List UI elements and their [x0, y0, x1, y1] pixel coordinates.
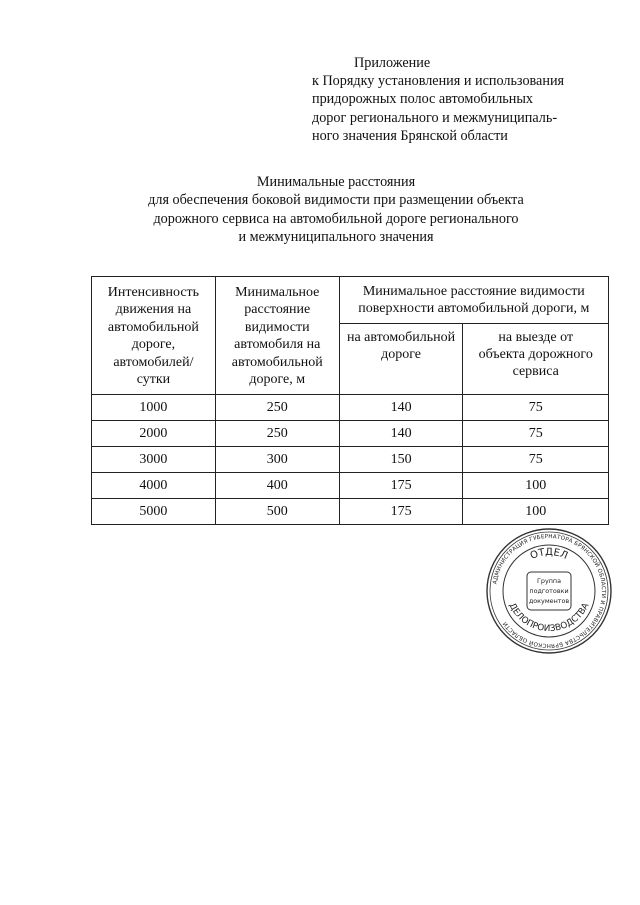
header-line: автомобильной: [231, 354, 323, 370]
cell-vehicle-distance: 500: [215, 499, 339, 525]
header-line: дороге: [381, 346, 422, 362]
header-line: Интенсивность: [107, 285, 200, 300]
table-row: [92, 395, 609, 421]
appendix-line: придорожных полос автомобильных: [312, 91, 533, 108]
table-row: [92, 447, 609, 473]
cell-intensity: 3000: [92, 447, 216, 473]
title-line: Минимальные расстояния: [256, 174, 416, 190]
header-at-exit: [463, 323, 609, 394]
cell-intensity: 2000: [92, 421, 216, 447]
cell-at-exit: 75: [463, 447, 609, 473]
document-title: [96, 173, 576, 247]
header-line: видимости: [244, 319, 310, 335]
cell-at-exit: 75: [463, 395, 609, 421]
office-stamp: [484, 526, 614, 656]
cell-at-exit: 75: [463, 421, 609, 447]
stamp-center-line: подготовки: [529, 587, 569, 595]
header-on-road: [339, 323, 463, 394]
header-line: расстояние: [244, 302, 311, 318]
cell-at-exit: 100: [463, 499, 609, 525]
cell-intensity: 4000: [92, 473, 216, 499]
title-line: и межмуниципального значения: [238, 229, 434, 246]
title-line: для обеспечения боковой видимости при размещении объекта: [148, 192, 524, 209]
stamp-outer-text: АДМИНИСТРАЦИЯ ГУБЕРНАТОРА БРЯНСКОЙ ОБЛАСТИ И ПРАВИТЕЛЬСТВА БРЯНСКОЙ ОБЛАСТИ: [492, 533, 607, 649]
stamp-center-line: документов: [528, 597, 570, 605]
cell-vehicle-distance: 250: [215, 421, 339, 447]
header-line: дороге, м: [249, 372, 306, 388]
header-intensity: [92, 277, 216, 395]
stamp-top-word: ОТДЕЛ: [528, 546, 570, 562]
table-row: [92, 473, 609, 499]
header-surface-visibility: [339, 277, 608, 324]
cell-at-exit: 100: [463, 473, 609, 499]
appendix-line: дорог регионального и межмуниципаль-: [312, 109, 558, 126]
header-line: автомобилей/: [113, 354, 194, 370]
cell-on-road: 175: [339, 473, 463, 499]
appendix-heading: Приложение: [354, 55, 431, 71]
header-line: объекта дорожного: [478, 346, 593, 362]
cell-on-road: 150: [339, 447, 463, 473]
header-line: автомобиля на: [234, 337, 321, 353]
cell-vehicle-distance: 250: [215, 395, 339, 421]
header-line: Минимальное: [235, 285, 320, 300]
table-row: [92, 499, 609, 525]
appendix-line: ного значения Брянской области: [312, 127, 508, 144]
header-line: на автомобильной: [346, 329, 456, 345]
cell-intensity: 1000: [92, 395, 216, 421]
table-row: [92, 421, 609, 447]
cell-on-road: 175: [339, 499, 463, 525]
header-line: автомобильной: [107, 319, 199, 335]
distance-table: [91, 276, 609, 525]
stamp-center-line: Группа: [536, 577, 562, 585]
stamp-bottom-word: ДЕЛОПРОИЗВОДСТВА: [506, 601, 592, 635]
header-line: Минимальное расстояние видимости: [362, 284, 585, 299]
title-line: дорожного сервиса на автомобильной дороге регионального: [153, 210, 519, 227]
header-line: на выезде от: [498, 329, 574, 345]
appendix-line: к Порядку установления и использования: [312, 73, 565, 90]
header-line: движения на: [115, 302, 192, 318]
header-line: поверхности автомобильной дороги, м: [358, 301, 590, 317]
cell-on-road: 140: [339, 421, 463, 447]
header-line: сервиса: [512, 364, 559, 380]
cell-on-road: 140: [339, 395, 463, 421]
cell-intensity: 5000: [92, 499, 216, 525]
appendix-block: [312, 54, 612, 145]
cell-vehicle-distance: 300: [215, 447, 339, 473]
header-vehicle-visibility: [215, 277, 339, 395]
cell-vehicle-distance: 400: [215, 473, 339, 499]
header-line: сутки: [136, 372, 171, 388]
header-line: дороге,: [131, 337, 176, 353]
